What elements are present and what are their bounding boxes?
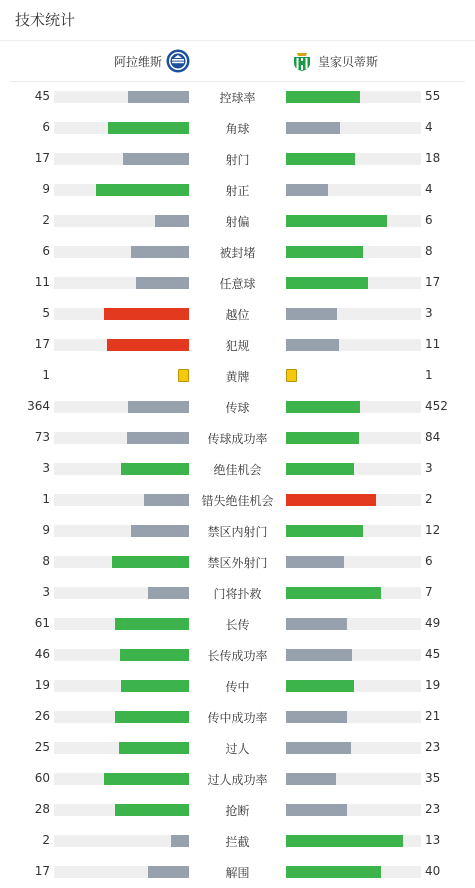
away-stat-value: 4 bbox=[425, 182, 433, 196]
stat-row bbox=[0, 205, 475, 236]
home-yellow-card-icon bbox=[178, 369, 189, 382]
home-stat-bar bbox=[107, 339, 189, 351]
home-stat-value: 3 bbox=[42, 461, 50, 475]
away-stat-bar-track bbox=[286, 711, 421, 723]
home-stat-bar-track bbox=[54, 153, 189, 165]
stat-label: 抢断 bbox=[225, 804, 250, 818]
away-stat-value: 8 bbox=[425, 244, 433, 258]
away-stat-bar-track bbox=[286, 680, 421, 692]
away-stat-bar bbox=[286, 401, 360, 413]
home-stat-value: 73 bbox=[34, 430, 50, 444]
home-stat-value: 25 bbox=[34, 740, 50, 754]
home-stat-bar-track bbox=[54, 339, 189, 351]
stat-row bbox=[0, 763, 475, 794]
home-stat-value: 17 bbox=[34, 864, 50, 878]
away-stat-value: 55 bbox=[425, 89, 441, 103]
away-stat-bar-track bbox=[286, 525, 421, 537]
away-stat-bar-track bbox=[286, 215, 421, 227]
away-stat-bar-track bbox=[286, 432, 421, 444]
stat-row bbox=[0, 577, 475, 608]
stat-row bbox=[0, 267, 475, 298]
stat-label: 绝佳机会 bbox=[213, 463, 262, 477]
away-stat-value: 6 bbox=[425, 554, 433, 568]
home-stat-value: 46 bbox=[34, 647, 50, 661]
stat-row bbox=[0, 701, 475, 732]
away-stat-bar bbox=[286, 773, 336, 785]
away-stat-value: 23 bbox=[425, 740, 441, 754]
away-stat-bar bbox=[286, 742, 351, 754]
home-stat-value: 2 bbox=[42, 833, 50, 847]
away-stat-bar bbox=[286, 153, 355, 165]
stat-label: 过人 bbox=[225, 742, 250, 756]
home-stat-bar-track bbox=[54, 432, 189, 444]
away-stat-bar-track bbox=[286, 339, 421, 351]
away-stat-bar bbox=[286, 525, 363, 537]
home-stat-bar bbox=[104, 308, 189, 320]
home-stat-bar-track bbox=[54, 618, 189, 630]
away-stat-bar bbox=[286, 835, 403, 847]
home-stat-value: 3 bbox=[42, 585, 50, 599]
away-stat-bar bbox=[286, 649, 352, 661]
home-stat-bar bbox=[128, 91, 189, 103]
away-stat-bar bbox=[286, 618, 347, 630]
stat-label: 角球 bbox=[225, 122, 250, 136]
stat-label: 越位 bbox=[225, 308, 250, 322]
home-stat-value: 60 bbox=[34, 771, 50, 785]
stat-row bbox=[0, 236, 475, 267]
stat-row bbox=[0, 515, 475, 546]
away-stat-bar bbox=[286, 215, 387, 227]
home-stat-bar bbox=[148, 587, 189, 599]
home-stat-bar bbox=[131, 525, 189, 537]
home-stat-bar-track bbox=[54, 463, 189, 475]
away-team-name: 皇家贝蒂斯 bbox=[318, 54, 379, 69]
home-stat-bar-track bbox=[54, 215, 189, 227]
away-stat-value: 1 bbox=[425, 368, 433, 382]
home-stat-bar bbox=[112, 556, 189, 568]
stat-label: 禁区内射门 bbox=[207, 525, 268, 539]
home-stat-bar bbox=[144, 494, 189, 506]
away-stat-bar-track bbox=[286, 308, 421, 320]
home-stat-bar bbox=[108, 122, 189, 134]
away-stat-value: 84 bbox=[425, 430, 441, 444]
home-stat-value: 11 bbox=[34, 275, 50, 289]
away-stat-bar bbox=[286, 463, 354, 475]
stat-row bbox=[0, 608, 475, 639]
away-stat-bar-track bbox=[286, 246, 421, 258]
stat-row bbox=[0, 453, 475, 484]
stat-label: 传中 bbox=[225, 680, 250, 694]
home-stat-bar-track bbox=[54, 680, 189, 692]
stat-label: 传中成功率 bbox=[207, 711, 268, 725]
away-stat-bar-track bbox=[286, 277, 421, 289]
home-stat-bar bbox=[115, 711, 189, 723]
away-stat-value: 49 bbox=[425, 616, 441, 630]
stat-label: 控球率 bbox=[219, 91, 256, 105]
home-stat-bar bbox=[115, 618, 189, 630]
home-stat-bar bbox=[119, 742, 189, 754]
stat-label: 黄牌 bbox=[225, 370, 250, 384]
stat-label: 传球 bbox=[225, 401, 250, 415]
home-stat-bar-track bbox=[54, 649, 189, 661]
stats-header bbox=[0, 0, 475, 41]
home-stat-value: 2 bbox=[42, 213, 50, 227]
away-stat-value: 11 bbox=[425, 337, 441, 351]
home-stat-bar-track bbox=[54, 711, 189, 723]
away-stat-bar-track bbox=[286, 649, 421, 661]
home-stat-value: 8 bbox=[42, 554, 50, 568]
away-stat-value: 3 bbox=[425, 306, 433, 320]
home-stat-bar bbox=[127, 432, 189, 444]
home-stat-value: 1 bbox=[42, 368, 50, 382]
away-stat-bar-track bbox=[286, 463, 421, 475]
stats-list bbox=[0, 81, 475, 887]
away-stat-bar bbox=[286, 866, 381, 878]
stat-label: 任意球 bbox=[219, 277, 256, 291]
home-stat-bar bbox=[120, 649, 189, 661]
home-stat-bar bbox=[136, 277, 189, 289]
home-stat-value: 19 bbox=[34, 678, 50, 692]
home-stat-bar bbox=[155, 215, 189, 227]
home-stat-bar bbox=[104, 773, 189, 785]
home-stat-bar-track bbox=[54, 587, 189, 599]
stat-label: 过人成功率 bbox=[207, 773, 268, 787]
home-stat-bar-track bbox=[54, 122, 189, 134]
home-stat-value: 28 bbox=[34, 802, 50, 816]
away-stat-value: 18 bbox=[425, 151, 441, 165]
away-stat-bar-track bbox=[286, 494, 421, 506]
away-stat-bar-track bbox=[286, 91, 421, 103]
home-stat-bar-track bbox=[54, 804, 189, 816]
stat-row bbox=[0, 794, 475, 825]
stat-row bbox=[0, 422, 475, 453]
home-stat-bar-track bbox=[54, 494, 189, 506]
stat-label: 射偏 bbox=[225, 215, 250, 229]
away-stat-bar bbox=[286, 432, 359, 444]
away-stat-bar-track bbox=[286, 122, 421, 134]
home-stat-bar bbox=[96, 184, 189, 196]
home-stat-bar bbox=[123, 153, 189, 165]
home-stat-bar-track bbox=[54, 742, 189, 754]
away-stat-bar-track bbox=[286, 618, 421, 630]
stat-label: 射门 bbox=[225, 153, 250, 167]
away-stat-value: 6 bbox=[425, 213, 433, 227]
betis-logo-icon bbox=[290, 49, 314, 73]
alaves-logo-icon bbox=[166, 49, 190, 73]
away-stat-bar-track bbox=[286, 587, 421, 599]
home-stat-value: 5 bbox=[42, 306, 50, 320]
away-stat-value: 35 bbox=[425, 771, 441, 785]
away-team[interactable] bbox=[290, 48, 378, 74]
away-stat-value: 4 bbox=[425, 120, 433, 134]
home-stat-value: 26 bbox=[34, 709, 50, 723]
home-stat-bar-track bbox=[54, 91, 189, 103]
home-stat-bar-track bbox=[54, 184, 189, 196]
home-stat-bar-track bbox=[54, 525, 189, 537]
away-stat-value: 19 bbox=[425, 678, 441, 692]
away-stat-value: 17 bbox=[425, 275, 441, 289]
home-stat-value: 9 bbox=[42, 523, 50, 537]
away-stat-bar-track bbox=[286, 866, 421, 878]
home-team[interactable] bbox=[114, 48, 190, 74]
home-stat-bar-track bbox=[54, 246, 189, 258]
away-stat-bar bbox=[286, 804, 347, 816]
section-title: 技术统计 bbox=[15, 11, 76, 29]
home-stat-bar bbox=[171, 835, 189, 847]
home-stat-bar bbox=[148, 866, 189, 878]
away-stat-bar bbox=[286, 680, 354, 692]
away-stat-value: 3 bbox=[425, 461, 433, 475]
away-yellow-card-icon bbox=[286, 369, 297, 382]
away-stat-value: 452 bbox=[425, 399, 448, 413]
away-stat-bar bbox=[286, 308, 337, 320]
away-stat-value: 7 bbox=[425, 585, 433, 599]
home-stat-value: 45 bbox=[34, 89, 50, 103]
stat-row bbox=[0, 825, 475, 856]
home-stat-bar bbox=[131, 246, 189, 258]
away-stat-bar-track bbox=[286, 401, 421, 413]
home-team-name: 阿拉维斯 bbox=[113, 54, 162, 69]
stat-row bbox=[0, 81, 475, 112]
stat-label: 传球成功率 bbox=[207, 432, 268, 446]
home-stat-value: 6 bbox=[42, 120, 50, 134]
home-stat-value: 17 bbox=[34, 337, 50, 351]
home-stat-bar-track bbox=[54, 308, 189, 320]
home-stat-bar bbox=[128, 401, 189, 413]
stat-label: 错失绝佳机会 bbox=[201, 494, 274, 508]
home-stat-value: 364 bbox=[27, 399, 50, 413]
home-stat-value: 9 bbox=[42, 182, 50, 196]
home-stat-bar-track bbox=[54, 277, 189, 289]
stat-row bbox=[0, 856, 475, 887]
away-stat-bar-track bbox=[286, 184, 421, 196]
home-stat-bar-track bbox=[54, 773, 189, 785]
away-stat-bar bbox=[286, 587, 381, 599]
stat-label: 被封堵 bbox=[219, 246, 256, 260]
home-stat-bar-track bbox=[54, 835, 189, 847]
away-stat-bar bbox=[286, 91, 360, 103]
home-stat-bar-track bbox=[54, 866, 189, 878]
home-stat-value: 1 bbox=[42, 492, 50, 506]
away-stat-value: 12 bbox=[425, 523, 441, 537]
away-stat-bar bbox=[286, 122, 340, 134]
away-stat-bar-track bbox=[286, 773, 421, 785]
away-stat-bar-track bbox=[286, 804, 421, 816]
teams-row bbox=[10, 41, 465, 82]
stat-label: 射正 bbox=[225, 184, 250, 198]
home-stat-bar bbox=[121, 463, 189, 475]
away-stat-bar bbox=[286, 277, 368, 289]
away-stat-bar bbox=[286, 494, 376, 506]
stat-label: 犯规 bbox=[225, 339, 250, 353]
home-stat-value: 61 bbox=[34, 616, 50, 630]
stat-row bbox=[0, 732, 475, 763]
stat-label: 长传 bbox=[225, 618, 250, 632]
stat-label: 禁区外射门 bbox=[207, 556, 268, 570]
stat-row bbox=[0, 360, 475, 391]
away-stat-value: 23 bbox=[425, 802, 441, 816]
away-stat-bar bbox=[286, 556, 344, 568]
stat-row bbox=[0, 143, 475, 174]
away-stat-bar-track bbox=[286, 742, 421, 754]
away-stat-bar bbox=[286, 184, 328, 196]
home-stat-value: 6 bbox=[42, 244, 50, 258]
stat-row bbox=[0, 112, 475, 143]
away-stat-value: 13 bbox=[425, 833, 441, 847]
stat-row bbox=[0, 546, 475, 577]
stat-row bbox=[0, 329, 475, 360]
home-stat-bar-track bbox=[54, 401, 189, 413]
away-stat-bar-track bbox=[286, 556, 421, 568]
away-stat-value: 21 bbox=[425, 709, 441, 723]
stat-row bbox=[0, 639, 475, 670]
home-stat-value: 17 bbox=[34, 151, 50, 165]
away-stat-value: 40 bbox=[425, 864, 441, 878]
away-stat-bar bbox=[286, 339, 339, 351]
stat-row bbox=[0, 174, 475, 205]
away-stat-bar bbox=[286, 711, 347, 723]
away-stat-bar bbox=[286, 246, 363, 258]
home-stat-bar bbox=[121, 680, 189, 692]
away-stat-bar-track bbox=[286, 835, 421, 847]
stat-label: 门将扑救 bbox=[213, 587, 262, 601]
away-stat-value: 45 bbox=[425, 647, 441, 661]
home-stat-bar-track bbox=[54, 556, 189, 568]
stat-label: 拦截 bbox=[225, 835, 250, 849]
away-stat-bar-track bbox=[286, 153, 421, 165]
home-stat-bar bbox=[115, 804, 189, 816]
stat-label: 长传成功率 bbox=[207, 649, 268, 663]
stat-row bbox=[0, 484, 475, 515]
stat-row bbox=[0, 298, 475, 329]
stat-row bbox=[0, 670, 475, 701]
stat-label: 解围 bbox=[225, 866, 250, 880]
away-stat-value: 2 bbox=[425, 492, 433, 506]
stat-row bbox=[0, 391, 475, 422]
